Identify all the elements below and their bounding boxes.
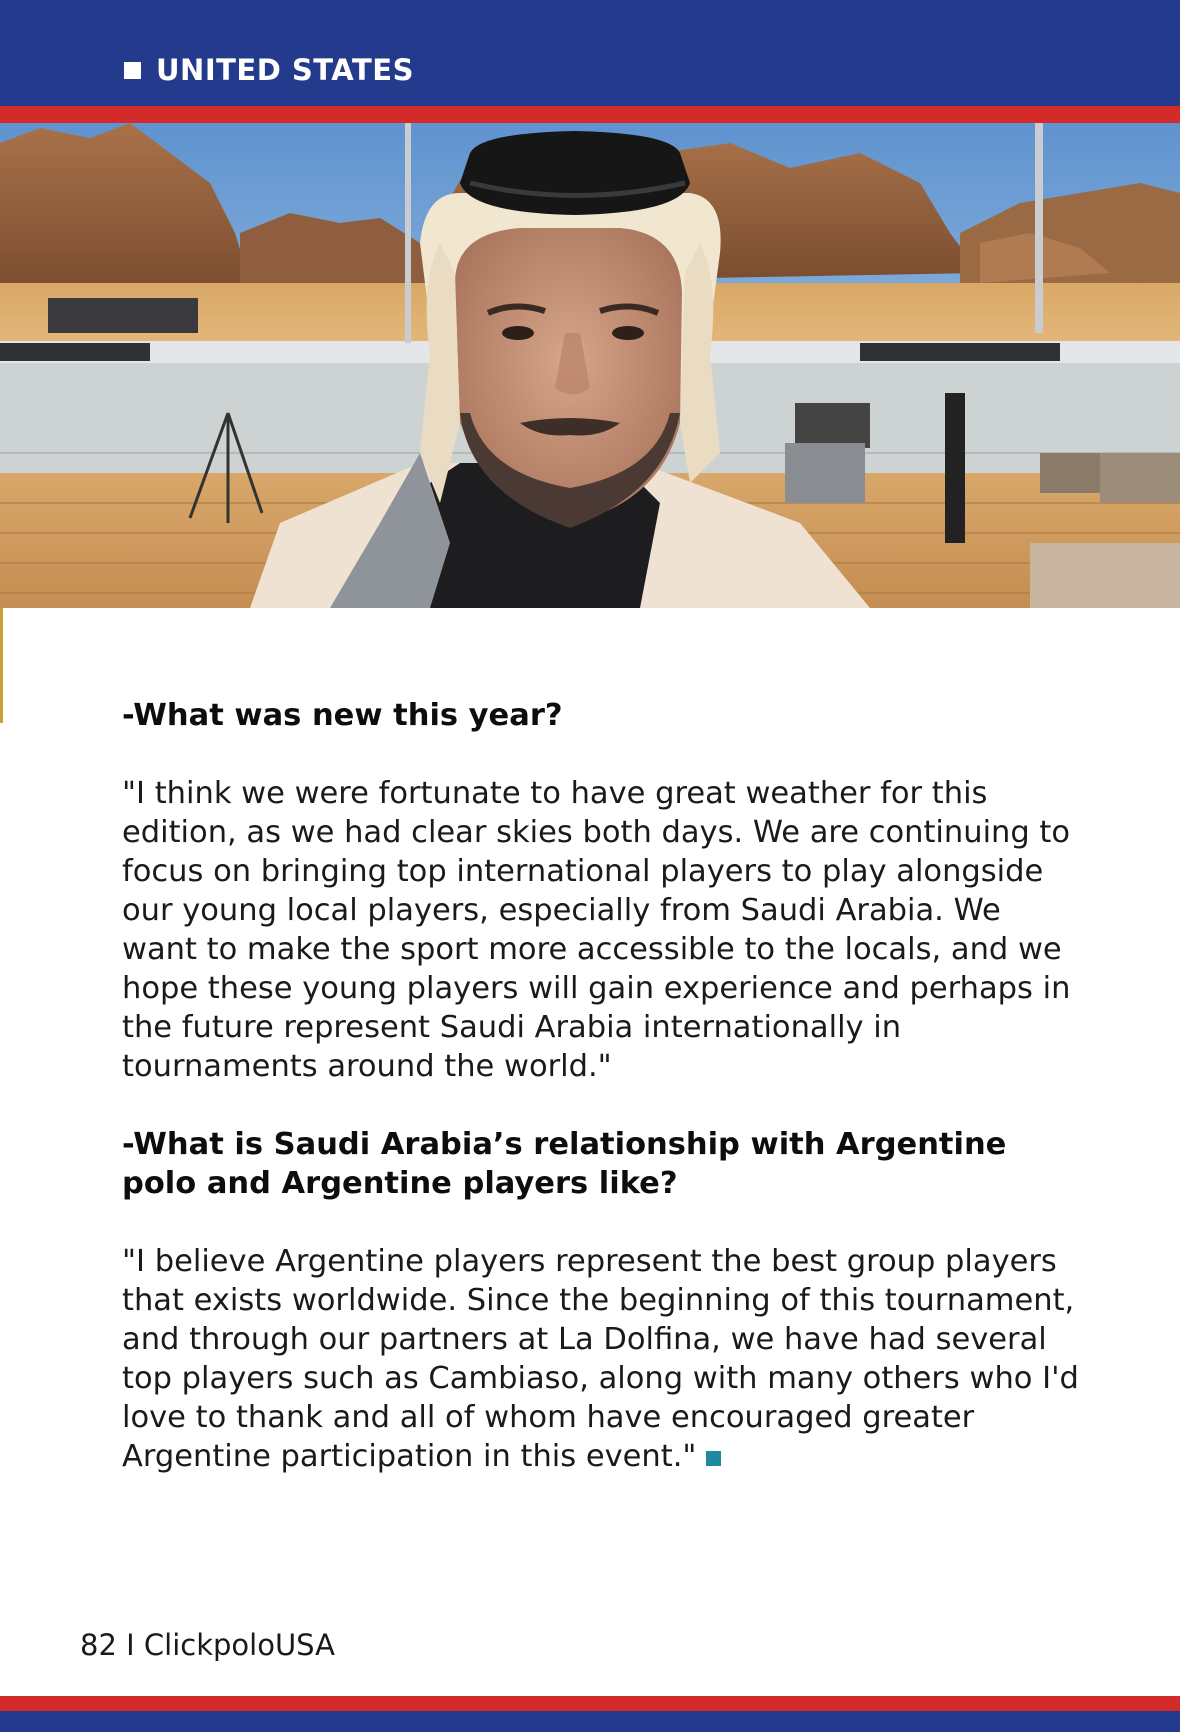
article-body [122,696,1082,1476]
decorative-edge [0,608,3,723]
answer-1: "I think we were fortunate to have great weather for this edition, as we had clear skies both days. We are continuing to focus on bringing top international players to play alongside our young local players, especially from Saudi Arabia. We want to make the sport more accessible to the locals, and we hope these young players will gain experience and perhaps in the future represent Saudi Arabia internationally in tournaments around the world." [122,776,1071,1084]
footer-red-stripe [0,1696,1180,1711]
section-label [124,53,414,87]
section-title: UNITED STATES [156,53,414,87]
question-2: -What is Saudi Arabia’s relationship with Argentine polo and Argentine players like? [122,1127,1007,1201]
section-square-icon [124,62,141,79]
header-red-stripe [0,106,1180,123]
footer-band [0,1711,1180,1732]
interview-photo [0,123,1180,608]
question-1: -What was new this year? [122,698,563,733]
page-footer: 82 I ClickpoloUSA [80,1628,335,1662]
answer-2-text: "I believe Argentine players represent the best group players that exists worldwide. Since the beginning of this tournament, and through our partners at La Dolfina, we have had several top players such as Cambiaso, along with many others who I'd love to thank and all of whom have encouraged greater Argentine participation in this event." [122,1244,1079,1474]
end-square-icon [706,1451,721,1466]
answer-2 [122,1242,1082,1476]
